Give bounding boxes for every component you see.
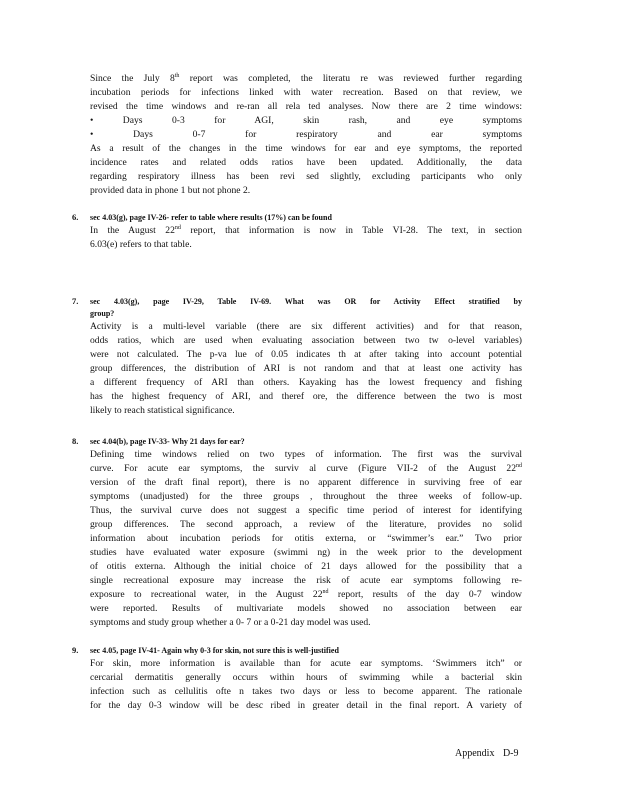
item-question: group? [90, 309, 115, 318]
bullet-item: • Days 0-3 for AGI, skin rash, and eye symptoms [90, 115, 522, 126]
body-line: For skin, more information is available than for acute ear symptoms. ‘Swimmers itch” or [90, 658, 522, 669]
body-line: single recreational exposure may increase the risk of acute ear symptoms following re- [90, 575, 522, 586]
bullet-item: • Days 0-7 for respiratory and ear symptoms [90, 129, 522, 140]
body-line: were reported. Results of multivariate models showed no association between ear [90, 603, 522, 614]
body-line: odds ratios, which are used when evaluating association between two tw o-level variables) [90, 335, 522, 346]
intro-line: provided data in phone 1 but not phone 2. [90, 185, 251, 196]
item-question: sec 4.04(b), page IV-33- Why 21 days for ear? [90, 437, 245, 446]
item-number: 6. [72, 212, 79, 222]
body-line: information about incubation periods for otitis externa, or “swimmer’s ear.” Two prior [90, 533, 522, 544]
body-line: studies have evaluated water exposure (swimmi ng) in the week prior to the development [90, 547, 522, 558]
item-6 [72, 212, 522, 252]
body-line: group differences. The second approach, a review of the literature, provides no solid [90, 519, 522, 530]
item-body [90, 224, 522, 252]
intro-line: Since the July 8th report was completed, the literatu re was reviewed further regarding [90, 72, 522, 84]
item-body [90, 320, 522, 418]
body-line: were not calculated. The p-va lue of 0.05 indicates th at after taking into account potential [90, 349, 522, 360]
item-question: sec 4.03(g), page IV-29, Table IV-69. What was OR for Activity Effect stratified by [90, 297, 522, 306]
body-line: for the day 0-3 window will be desc ribed in greater detail in the final report. A variety of [90, 700, 522, 711]
body-line: cercarial dermatitis generally occurs within hours of swimming while a bacterial skin [90, 672, 522, 683]
item-question: sec 4.03(g), page IV-26- refer to table where results (17%) can be found [90, 213, 332, 222]
body-line: symptoms (unadjusted) for the three groups , throughout the three weeks of follow-up. [90, 491, 522, 502]
body-line: group differences, the distribution of ARI is not random and that at least one activity has [90, 363, 522, 374]
body-line: In the August 22nd report, that information is now in Table VI-28. The text, in section [90, 224, 522, 236]
body-line: 6.03(e) refers to that table. [90, 239, 192, 250]
item-7 [72, 296, 522, 418]
intro-section [90, 72, 522, 198]
intro-line: revised the time windows and re-ran all rela ted analyses. Now there are 2 time windows: [90, 101, 522, 112]
intro-line: regarding respiratory illness has been revi sed slightly, excluding participants who only [90, 171, 522, 182]
item-body [90, 448, 522, 630]
item-9 [72, 645, 522, 713]
body-line: of otitis externa. Although the initial choice of 21 days allowed for the possibility that a [90, 561, 522, 572]
body-line: a different frequency of ARI than others. Kayaking has the lowest frequency and fishing [90, 377, 522, 388]
body-line: likely to reach statistical significance. [90, 405, 235, 416]
body-line: has the highest frequency of ARI, and theref ore, the difference between the two is most [90, 391, 522, 402]
body-line: infection such as cellulitis ofte n takes two days or less to become apparent. The rationale [90, 686, 522, 697]
intro-line: incidence rates and related odds ratios have been updated. Additionally, the data [90, 157, 522, 168]
item-8 [72, 436, 522, 630]
body-line: curve. For acute ear symptoms, the surviv al curve (Figure VII-2 of the August 22nd [90, 462, 522, 474]
item-number: 8. [72, 436, 79, 446]
body-line: version of the draft final report), there is no apparent difference in surviving free of ear [90, 477, 522, 488]
body-line: exposure to recreational water, in the August 22nd report, results of the day 0-7 window [90, 588, 522, 600]
body-line: Thus, the survival curve does not suggest a specific time period of interest for identifying [90, 505, 522, 516]
item-number: 7. [72, 296, 79, 306]
page-footer: Appendix D-9 [455, 748, 519, 759]
intro-line: As a result of the changes in the time windows for ear and eye symptoms, the reported [90, 143, 522, 154]
body-line: symptoms and study group whether a 0- 7 or a 0-21 day model was used. [90, 617, 371, 628]
body-line: Defining time windows relied on two types of information. The first was the survival [90, 449, 522, 460]
intro-line: incubation periods for infections linked with water recreation. Based on that review, we [90, 87, 522, 98]
item-question: sec 4.05, page IV-41- Again why 0-3 for skin, not sure this is well-justified [90, 646, 339, 655]
item-body [90, 657, 522, 713]
item-number: 9. [72, 645, 79, 655]
body-line: Activity is a multi-level variable (there are six different activities) and for that reason, [90, 321, 522, 332]
